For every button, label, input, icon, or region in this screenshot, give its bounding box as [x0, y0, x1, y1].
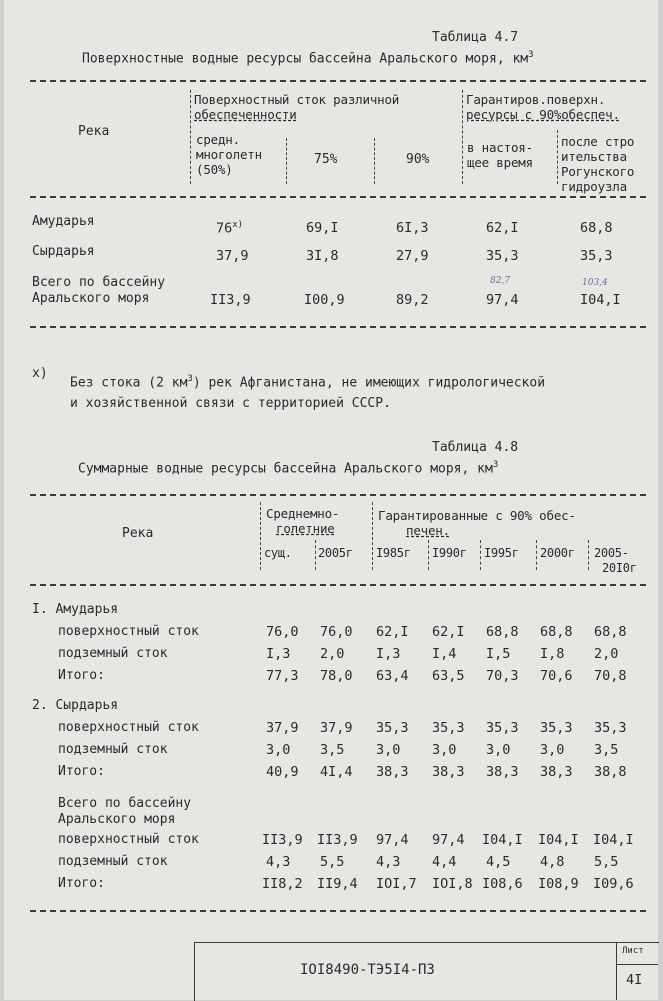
table48-cell: II3,9 — [317, 832, 358, 848]
table48-cell: 5,5 — [594, 854, 619, 870]
table48-cell: 3,0 — [432, 742, 457, 758]
table48-cell: I08,9 — [538, 876, 579, 892]
table48-cell: 2,0 — [594, 646, 619, 662]
table48-cell: 5,5 — [320, 854, 345, 870]
table48-cell: 70,6 — [540, 668, 573, 684]
table48-cell: 68,8 — [594, 624, 627, 640]
table47-total-name: Всего по бассейну Аральского моря — [32, 275, 166, 306]
table47-cell: 62,I — [486, 220, 519, 236]
table48-cell: 70,3 — [486, 668, 519, 684]
table47-cell: 97,4 — [486, 292, 519, 308]
table47-cell: 35,3 — [580, 248, 613, 264]
table48-cell: 77,3 — [266, 668, 299, 684]
table48-cell: I04,I — [593, 832, 634, 848]
table48-row-label: поверхностный сток — [58, 624, 199, 639]
table48-cell: I04,I — [482, 832, 523, 848]
table48-year-header: 2000г — [540, 546, 575, 560]
table48-cell: I,8 — [540, 646, 565, 662]
table47-h-average: средн. многолетн (50%) — [196, 132, 262, 177]
table47-number: Таблица 4.7 — [432, 30, 519, 45]
table48-cell: 4,8 — [540, 854, 565, 870]
table48-cell: 62,I — [432, 624, 465, 640]
table48-group-title: Всего по бассейну Аральского моря — [58, 796, 192, 827]
table48-cell: 35,3 — [594, 720, 627, 736]
table48-cell: 35,3 — [486, 720, 519, 736]
col-divider — [190, 90, 191, 184]
table47-h-guaranteed: Гарантиров.поверхн. — [466, 92, 606, 107]
rule — [30, 196, 646, 198]
table48-year-header: I990г — [432, 546, 467, 560]
col-divider — [536, 540, 537, 570]
handwritten-note: 82,7 — [490, 276, 511, 286]
table48-h-guaranteed: Гарантированные с 90% обес- — [378, 508, 576, 523]
document-page: Таблица 4.7 Поверхностные водные ресурсы бассейна Аральского моря, $км^3$ Река Поверхностный сток различной обеспеченности Гарантиров.поверхн. ресурсы с 90%обеспеч. средн. многолетн (50%) 75% 90% в настоя- щее время после стро ительства Рогунского гидроузла Амударья 76$^{x)}$ 69,I 6I,3 62,I 68,8 Сырдарья 37,9 3I,8 27,9 35,3 35,3 Всего по бассейну Аральского моря 82,7 103,4 II3,9 I00,9 89,2 97,4 I04,I x) Без стока (2 $км^3$) рек Афганистана, не имеющих гидрологической и хозяйственной связи с территорией СССР. Таблица 4.8 Суммарные водные ресурсы бассейна Аральского моря, $км^3$ Река Среднемно- голетние Гарантированные с 90% обес- печен. сущ. 2005г I985г I990г I995г 2000г 2005- 20I0г I. Амударья поверхностный сток подземный сток Итого: 76,0 76,0 62,I 62,I 68,8 68,8 68,8 I,3 2,0 I,3 I,4 I,5 I,8 2,0 77,3 78,0 63,4 63,5 70,3 70,6 70,8 2. Сырдарья поверхностный сток подземный сток Итого: 37,9 37,9 35,3 35,3 35,3 35,3 35,3 3,0 3,5 3,0 3,0 3,0 3,0 3,5 40,9 4I,4 38,3 38,3 38,3 38,3 38,8 Всего по бассейну Аральского моря поверхностный сток подземный сток Итого: II3,9 II3,9 97,4 97,4 I04,I I04,I I04,I 4,3 5,5 4,3 4,4 4,5 4,8 5,5 II8,2 II9,4 IOI,7 IOI,8 I08,6 I08,9 I09,6 IOI8490-ТЭ5I4-ПЗ Лист 4I — [4, 0, 658, 1000]
col-divider — [480, 540, 481, 570]
table48-cell: 38,3 — [432, 764, 465, 780]
table48-cell: 97,4 — [376, 832, 409, 848]
handwritten-note: 103,4 — [582, 278, 608, 288]
table47-row-name: Амударья — [32, 214, 95, 229]
rule — [30, 326, 646, 328]
col-divider — [428, 540, 429, 570]
rule — [30, 584, 646, 586]
table47-cell: II3,9 — [210, 292, 251, 308]
rule — [30, 80, 646, 82]
table48-cell: 63,5 — [432, 668, 465, 684]
table47-cell: 69,I — [306, 220, 339, 236]
table48-cell: 35,3 — [376, 720, 409, 736]
table48-cell: 40,9 — [266, 764, 299, 780]
table48-cell: 68,8 — [486, 624, 519, 640]
table48-cell: 3,0 — [376, 742, 401, 758]
table47-cell: 68,8 — [580, 220, 613, 236]
col-divider — [372, 502, 373, 570]
table48-cell: 4,4 — [432, 854, 457, 870]
table48-cell: I09,6 — [593, 876, 634, 892]
table48-cell: 3,5 — [594, 742, 619, 758]
table47-cell: 3I,8 — [306, 248, 339, 264]
sheet-label: Лист — [622, 946, 644, 956]
col-divider — [286, 138, 287, 184]
table48-cell: I04,I — [538, 832, 579, 848]
table47-cell: I04,I — [580, 292, 621, 308]
table48-col-river: Река — [122, 526, 154, 541]
table47-cell: I00,9 — [304, 292, 345, 308]
rule — [30, 910, 646, 912]
table48-cell: 76,0 — [320, 624, 353, 640]
table48-cell: 4,3 — [266, 854, 291, 870]
table48-cell: 97,4 — [432, 832, 465, 848]
table48-cell: IOI,7 — [376, 876, 417, 892]
table48-row-label: Итого: — [58, 764, 105, 779]
table48-row-label: подземный сток — [58, 854, 168, 869]
table47-h-surface: Поверхностный сток различной — [194, 92, 400, 107]
table48-group-title: I. Амударья — [32, 602, 119, 617]
table48-row-label: Итого: — [58, 668, 105, 683]
table48-h-average: Среднемно- — [266, 506, 340, 521]
table47-cell: 27,9 — [396, 248, 429, 264]
table48-cell: 35,3 — [432, 720, 465, 736]
table47-cell: 89,2 — [396, 292, 429, 308]
table48-year-header: сущ. — [264, 546, 292, 560]
table48-cell: 63,4 — [376, 668, 409, 684]
table48-cell: 4,5 — [486, 854, 511, 870]
table48-cell: 38,3 — [486, 764, 519, 780]
table48-cell: I,3 — [266, 646, 291, 662]
table48-cell: 3,5 — [320, 742, 345, 758]
col-divider — [588, 540, 589, 570]
table48-row-label: Итого: — [58, 876, 105, 891]
table48-year-header: 2005- — [594, 546, 629, 560]
footnote-mark: x) — [32, 366, 48, 381]
table48-cell: 3,0 — [540, 742, 565, 758]
document-code: IOI8490-ТЭ5I4-ПЗ — [300, 962, 435, 978]
table48-cell: 38,3 — [376, 764, 409, 780]
table48-cell: 2,0 — [320, 646, 345, 662]
col-divider — [557, 130, 558, 184]
table48-year-header: 2005г — [318, 546, 353, 560]
table48-cell: I08,6 — [482, 876, 523, 892]
table48-cell: 78,0 — [320, 668, 353, 684]
table48-cell: II3,9 — [262, 832, 303, 848]
table48-row-label: поверхностный сток — [58, 720, 199, 735]
footnote-text: Без стока (2 $км^3$) рек Афганистана, не имеющих гидрологической — [70, 374, 546, 391]
table47-cell: 6I,3 — [396, 220, 429, 236]
col-divider — [374, 138, 375, 184]
table48-row-label: подземный сток — [58, 646, 168, 661]
table48-cell: IOI,8 — [432, 876, 473, 892]
table48-cell: 38,3 — [540, 764, 573, 780]
table48-cell: I,3 — [376, 646, 401, 662]
table48-cell: 38,8 — [594, 764, 627, 780]
title-block-divider — [616, 964, 658, 965]
table48-year-header: I995г — [484, 546, 519, 560]
table48-row-label: подземный сток — [58, 742, 168, 757]
col-divider — [260, 502, 261, 570]
table48-cell: 3,0 — [266, 742, 291, 758]
table48-title: Суммарные водные ресурсы бассейна Аральского моря, $км^3$ — [78, 460, 499, 477]
table47-h-after-rogun: после стро ительства Рогунского гидроузла — [561, 134, 635, 194]
table47-h-now: в настоя- щее время — [467, 140, 533, 170]
footnote-text: и хозяйственной связи с территорией СССР. — [70, 396, 391, 411]
title-block-divider — [616, 942, 617, 1000]
table48-year-header: I985г — [376, 546, 411, 560]
table48-cell: 76,0 — [266, 624, 299, 640]
rule — [30, 494, 646, 496]
table48-row-label: поверхностный сток — [58, 832, 199, 847]
table48-cell: 70,8 — [594, 668, 627, 684]
table47-cell: 35,3 — [486, 248, 519, 264]
col-divider — [315, 540, 316, 570]
table47-row-name: Сырдарья — [32, 244, 95, 259]
table47-h-90: 90% — [406, 152, 430, 167]
table48-cell: 37,9 — [320, 720, 353, 736]
table48-cell: 62,I — [376, 624, 409, 640]
table48-cell: II8,2 — [262, 876, 303, 892]
table48-cell: 35,3 — [540, 720, 573, 736]
table47-cell: 37,9 — [216, 248, 249, 264]
table48-year-header: 20I0г — [602, 561, 637, 575]
table48-number: Таблица 4.8 — [432, 440, 519, 455]
table47-h-75: 75% — [314, 152, 338, 167]
table48-cell: I,4 — [432, 646, 457, 662]
table48-cell: I,5 — [486, 646, 511, 662]
table48-cell: 37,9 — [266, 720, 299, 736]
table47-title: Поверхностные водные ресурсы бассейна Аральского моря, $км^3$ — [82, 50, 534, 67]
table48-cell: II9,4 — [317, 876, 358, 892]
table48-cell: 4,3 — [376, 854, 401, 870]
col-divider — [462, 90, 463, 184]
table48-group-title: 2. Сырдарья — [32, 698, 119, 713]
table47-cell: 76$^{x)}$ — [216, 220, 244, 237]
table48-cell: 3,0 — [486, 742, 511, 758]
table48-cell: 4I,4 — [320, 764, 353, 780]
table47-col-river: Река — [78, 124, 110, 139]
table48-cell: 68,8 — [540, 624, 573, 640]
sheet-number: 4I — [626, 972, 643, 988]
